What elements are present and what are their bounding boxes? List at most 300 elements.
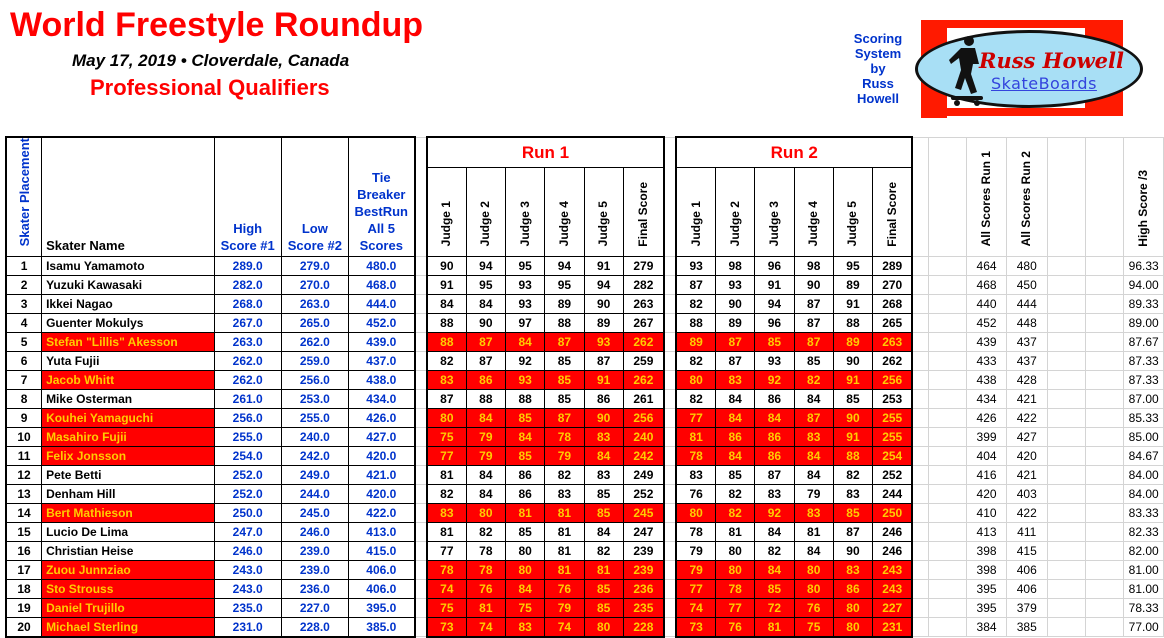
high-score-cell: 243.0 — [214, 580, 281, 599]
run1-judge-score: 85 — [505, 447, 544, 466]
run1-final-score: 245 — [623, 504, 664, 523]
run1-judge-score: 78 — [466, 561, 505, 580]
tie-breaker-cell: 444.0 — [348, 295, 414, 314]
run1-judge-score: 94 — [545, 257, 584, 276]
all-scores-run1-cell: 398 — [967, 561, 1007, 580]
run2-judge-score: 84 — [716, 447, 755, 466]
run1-judge-score: 78 — [466, 542, 505, 561]
run1-judge-score: 81 — [427, 466, 466, 485]
col-run2-final: Final Score — [873, 168, 913, 257]
run2-final-score: 243 — [873, 561, 913, 580]
placement-cell: 10 — [6, 428, 42, 447]
run2-judge-score: 82 — [716, 504, 755, 523]
run2-judge-score: 84 — [755, 561, 794, 580]
table-row — [6, 333, 1164, 352]
placement-cell: 12 — [6, 466, 42, 485]
high-score-cell: 262.0 — [214, 352, 281, 371]
run2-judge-score: 90 — [833, 352, 872, 371]
run2-final-score: 246 — [873, 542, 913, 561]
run1-final-score: 252 — [623, 485, 664, 504]
run1-judge-score: 79 — [545, 447, 584, 466]
all-scores-run1-cell: 433 — [967, 352, 1007, 371]
skater-name-cell: Michael Sterling — [42, 618, 215, 637]
high-score-cell: 261.0 — [214, 390, 281, 409]
run2-judge-score: 87 — [833, 523, 872, 542]
run2-judge-score: 83 — [716, 371, 755, 390]
table-row — [6, 409, 1164, 428]
run1-judge-score: 93 — [505, 276, 544, 295]
high-score-cell: 243.0 — [214, 561, 281, 580]
run1-judge-score: 78 — [545, 428, 584, 447]
run2-judge-score: 98 — [794, 257, 833, 276]
run1-judge-score: 95 — [466, 276, 505, 295]
run1-judge-score: 82 — [584, 542, 623, 561]
run1-judge-score: 86 — [505, 466, 544, 485]
high-score-avg-cell: 84.00 — [1124, 466, 1164, 485]
skater-name-cell: Pete Betti — [42, 466, 215, 485]
run1-judge-score: 86 — [466, 371, 505, 390]
tie-breaker-cell: 395.0 — [348, 599, 414, 618]
run1-judge-score: 84 — [427, 295, 466, 314]
tie-breaker-cell: 434.0 — [348, 390, 414, 409]
run2-judge-score: 76 — [716, 618, 755, 637]
run1-final-score: 279 — [623, 257, 664, 276]
col-low-score: Low Score #2 — [281, 137, 348, 257]
run2-judge-score: 89 — [716, 314, 755, 333]
low-score-cell: 263.0 — [281, 295, 348, 314]
table-row — [6, 523, 1164, 542]
run2-judge-score: 89 — [833, 333, 872, 352]
credit-line: by — [870, 61, 886, 76]
run2-judge-score: 82 — [676, 295, 715, 314]
table-row — [6, 314, 1164, 333]
col-run1-judge4: Judge 4 — [545, 168, 584, 257]
run2-judge-score: 93 — [676, 257, 715, 276]
skater-name-cell: Yuzuki Kawasaki — [42, 276, 215, 295]
run2-judge-score: 80 — [676, 504, 715, 523]
run2-judge-score: 82 — [794, 371, 833, 390]
run1-judge-score: 77 — [427, 447, 466, 466]
run1-judge-score: 85 — [584, 580, 623, 599]
all-scores-run2-cell: 450 — [1006, 276, 1047, 295]
low-score-cell: 236.0 — [281, 580, 348, 599]
run2-final-score: 253 — [873, 390, 913, 409]
run2-judge-score: 94 — [755, 295, 794, 314]
run1-judge-score: 85 — [584, 599, 623, 618]
run1-judge-score: 88 — [505, 390, 544, 409]
run1-judge-score: 79 — [466, 447, 505, 466]
high-score-cell: 268.0 — [214, 295, 281, 314]
table-row — [6, 276, 1164, 295]
run2-final-score: 265 — [873, 314, 913, 333]
placement-cell: 20 — [6, 618, 42, 637]
placement-cell: 5 — [6, 333, 42, 352]
all-scores-run2-cell: 427 — [1006, 428, 1047, 447]
tie-breaker-cell: 426.0 — [348, 409, 414, 428]
placement-cell: 14 — [6, 504, 42, 523]
tie-breaker-cell: 421.0 — [348, 466, 414, 485]
run1-judge-score: 88 — [545, 314, 584, 333]
high-score-cell: 246.0 — [214, 542, 281, 561]
run1-judge-score: 80 — [505, 561, 544, 580]
high-score-avg-cell: 82.00 — [1124, 542, 1164, 561]
placement-cell: 13 — [6, 485, 42, 504]
run2-judge-score: 80 — [676, 371, 715, 390]
placement-cell: 4 — [6, 314, 42, 333]
high-score-cell: 262.0 — [214, 371, 281, 390]
high-score-avg-cell: 96.33 — [1124, 257, 1164, 276]
run1-judge-score: 85 — [545, 390, 584, 409]
skater-name-cell: Masahiro Fujii — [42, 428, 215, 447]
run1-judge-score: 87 — [584, 352, 623, 371]
skater-name-cell: Isamu Yamamoto — [42, 257, 215, 276]
run1-judge-score: 77 — [427, 542, 466, 561]
run2-final-score: 250 — [873, 504, 913, 523]
run2-judge-score: 86 — [716, 428, 755, 447]
run1-final-score: 282 — [623, 276, 664, 295]
run2-judge-score: 91 — [833, 295, 872, 314]
all-scores-run2-cell: 421 — [1006, 466, 1047, 485]
low-score-cell: 270.0 — [281, 276, 348, 295]
low-score-cell: 239.0 — [281, 561, 348, 580]
run2-judge-score: 83 — [833, 561, 872, 580]
table-row — [6, 257, 1164, 276]
all-scores-run2-cell: 480 — [1006, 257, 1047, 276]
run1-judge-score: 94 — [466, 257, 505, 276]
all-scores-run1-cell: 404 — [967, 447, 1007, 466]
high-score-avg-cell: 87.67 — [1124, 333, 1164, 352]
tie-breaker-cell: 420.0 — [348, 485, 414, 504]
placement-cell: 15 — [6, 523, 42, 542]
run1-judge-score: 81 — [466, 599, 505, 618]
run1-judge-score: 85 — [545, 371, 584, 390]
brand-logo — [905, 20, 1155, 118]
tie-breaker-cell: 452.0 — [348, 314, 414, 333]
high-score-avg-cell: 84.00 — [1124, 485, 1164, 504]
run2-judge-score: 87 — [794, 295, 833, 314]
run2-judge-score: 90 — [833, 542, 872, 561]
high-score-avg-cell: 81.00 — [1124, 561, 1164, 580]
col-run2-judge1: Judge 1 — [676, 168, 715, 257]
skater-name-cell: Yuta Fujii — [42, 352, 215, 371]
high-score-cell: 267.0 — [214, 314, 281, 333]
run2-judge-score: 78 — [676, 523, 715, 542]
run2-final-score: 268 — [873, 295, 913, 314]
run1-judge-score: 83 — [427, 504, 466, 523]
tie-breaker-cell: 406.0 — [348, 580, 414, 599]
all-scores-run1-cell: 468 — [967, 276, 1007, 295]
all-scores-run2-cell: 411 — [1006, 523, 1047, 542]
col-run1-final: Final Score — [623, 168, 664, 257]
run1-judge-score: 81 — [545, 504, 584, 523]
run2-judge-score: 95 — [833, 257, 872, 276]
skater-name-cell: Daniel Trujillo — [42, 599, 215, 618]
high-score-avg-cell: 94.00 — [1124, 276, 1164, 295]
run2-judge-score: 87 — [716, 333, 755, 352]
high-score-cell: 250.0 — [214, 504, 281, 523]
table-row — [6, 599, 1164, 618]
run2-judge-score: 85 — [833, 504, 872, 523]
run2-final-score: 231 — [873, 618, 913, 637]
skater-name-cell: Jacob Whitt — [42, 371, 215, 390]
run2-judge-score: 77 — [676, 409, 715, 428]
table-row — [6, 485, 1164, 504]
col-run1-judge3: Judge 3 — [505, 168, 544, 257]
table-row — [6, 580, 1164, 599]
skater-name-cell: Sto Strouss — [42, 580, 215, 599]
run2-final-score: 262 — [873, 352, 913, 371]
run1-judge-score: 80 — [584, 618, 623, 637]
run1-judge-score: 85 — [505, 409, 544, 428]
run1-judge-score: 80 — [427, 409, 466, 428]
placement-cell: 19 — [6, 599, 42, 618]
placement-cell: 18 — [6, 580, 42, 599]
tie-breaker-cell: 439.0 — [348, 333, 414, 352]
run1-judge-score: 89 — [545, 295, 584, 314]
table-row — [6, 542, 1164, 561]
run2-judge-score: 93 — [716, 276, 755, 295]
low-score-cell: 259.0 — [281, 352, 348, 371]
run2-judge-score: 82 — [676, 390, 715, 409]
run1-final-score: 239 — [623, 542, 664, 561]
run1-judge-score: 89 — [584, 314, 623, 333]
run2-judge-score: 81 — [794, 523, 833, 542]
run1-judge-score: 84 — [466, 466, 505, 485]
run1-judge-score: 83 — [584, 466, 623, 485]
run2-judge-score: 89 — [833, 276, 872, 295]
low-score-cell: 246.0 — [281, 523, 348, 542]
run2-final-score: 256 — [873, 371, 913, 390]
high-score-cell: 255.0 — [214, 428, 281, 447]
skater-name-cell: Kouhei Yamaguchi — [42, 409, 215, 428]
run1-judge-score: 93 — [505, 371, 544, 390]
run1-final-score: 247 — [623, 523, 664, 542]
low-score-cell: 249.0 — [281, 466, 348, 485]
all-scores-run1-cell: 420 — [967, 485, 1007, 504]
all-scores-run1-cell: 410 — [967, 504, 1007, 523]
run1-judge-score: 84 — [584, 523, 623, 542]
all-scores-run1-cell: 464 — [967, 257, 1007, 276]
all-scores-run2-cell: 385 — [1006, 618, 1047, 637]
run2-judge-score: 90 — [794, 276, 833, 295]
high-score-avg-cell: 87.33 — [1124, 371, 1164, 390]
col-run2-judge3: Judge 3 — [755, 168, 794, 257]
all-scores-run1-cell: 395 — [967, 599, 1007, 618]
run2-judge-score: 85 — [833, 390, 872, 409]
low-score-cell: 239.0 — [281, 542, 348, 561]
run1-judge-score: 75 — [427, 599, 466, 618]
run2-judge-score: 83 — [794, 428, 833, 447]
run1-judge-score: 82 — [427, 485, 466, 504]
run1-judge-score: 87 — [545, 409, 584, 428]
run2-judge-score: 85 — [716, 466, 755, 485]
all-scores-run2-cell: 444 — [1006, 295, 1047, 314]
all-scores-run2-cell: 422 — [1006, 504, 1047, 523]
run1-judge-score: 92 — [505, 352, 544, 371]
all-scores-run1-cell: 439 — [967, 333, 1007, 352]
all-scores-run2-cell: 421 — [1006, 390, 1047, 409]
col-run2-judge5: Judge 5 — [833, 168, 872, 257]
run2-judge-score: 96 — [755, 314, 794, 333]
all-scores-run2-cell: 428 — [1006, 371, 1047, 390]
division-heading: Professional Qualifiers — [90, 75, 330, 100]
high-score-cell: 263.0 — [214, 333, 281, 352]
all-scores-run1-cell: 395 — [967, 580, 1007, 599]
run2-final-score: 246 — [873, 523, 913, 542]
run1-judge-score: 80 — [466, 504, 505, 523]
run2-judge-score: 82 — [676, 352, 715, 371]
tie-breaker-cell: 437.0 — [348, 352, 414, 371]
run1-judge-score: 84 — [466, 485, 505, 504]
placement-cell: 7 — [6, 371, 42, 390]
high-score-avg-cell: 87.33 — [1124, 352, 1164, 371]
placement-cell: 8 — [6, 390, 42, 409]
table-row — [6, 618, 1164, 637]
run1-judge-score: 84 — [466, 295, 505, 314]
table-row — [6, 352, 1164, 371]
run2-judge-score: 76 — [676, 485, 715, 504]
run1-final-score: 263 — [623, 295, 664, 314]
run1-judge-score: 84 — [466, 409, 505, 428]
run2-judge-score: 81 — [755, 618, 794, 637]
placement-cell: 2 — [6, 276, 42, 295]
col-all-scores-run2: All Scores Run 2 — [1006, 137, 1047, 257]
high-score-cell: 252.0 — [214, 485, 281, 504]
all-scores-run2-cell: 406 — [1006, 561, 1047, 580]
run2-judge-score: 91 — [755, 276, 794, 295]
run1-judge-score: 79 — [466, 428, 505, 447]
run1-judge-score: 82 — [466, 523, 505, 542]
low-score-cell: 240.0 — [281, 428, 348, 447]
credit-line: Scoring — [853, 31, 903, 46]
placement-cell: 11 — [6, 447, 42, 466]
skater-name-cell: Guenter Mokulys — [42, 314, 215, 333]
col-run2-judge4: Judge 4 — [794, 168, 833, 257]
run1-judge-score: 87 — [466, 333, 505, 352]
all-scores-run2-cell: 379 — [1006, 599, 1047, 618]
low-score-cell: 255.0 — [281, 409, 348, 428]
run1-final-score: 267 — [623, 314, 664, 333]
all-scores-run2-cell: 437 — [1006, 352, 1047, 371]
tie-breaker-cell: 422.0 — [348, 504, 414, 523]
skater-name-cell: Felix Jonsson — [42, 447, 215, 466]
all-scores-run2-cell: 437 — [1006, 333, 1047, 352]
run2-judge-score: 84 — [794, 390, 833, 409]
run1-final-score: 249 — [623, 466, 664, 485]
skater-name-cell: Zuou Junnziao — [42, 561, 215, 580]
run1-judge-score: 90 — [427, 257, 466, 276]
run2-final-score: 227 — [873, 599, 913, 618]
run1-final-score: 262 — [623, 371, 664, 390]
run2-judge-score: 84 — [794, 447, 833, 466]
run2-judge-score: 86 — [833, 580, 872, 599]
run1-judge-score: 74 — [545, 618, 584, 637]
run1-judge-score: 93 — [584, 333, 623, 352]
skater-name-cell: Stefan "Lillis" Akesson — [42, 333, 215, 352]
run1-judge-score: 91 — [584, 257, 623, 276]
run2-judge-score: 91 — [833, 428, 872, 447]
run2-judge-score: 72 — [755, 599, 794, 618]
col-run1-judge2: Judge 2 — [466, 168, 505, 257]
high-score-cell: 256.0 — [214, 409, 281, 428]
logo-text-secondary: SkateBoards — [991, 74, 1097, 93]
high-score-avg-cell: 89.00 — [1124, 314, 1164, 333]
run1-final-score: 236 — [623, 580, 664, 599]
skater-name-cell: Ikkei Nagao — [42, 295, 215, 314]
run2-judge-score: 92 — [755, 504, 794, 523]
run2-judge-score: 93 — [755, 352, 794, 371]
run1-judge-score: 94 — [584, 276, 623, 295]
table-row — [6, 390, 1164, 409]
all-scores-run1-cell: 426 — [967, 409, 1007, 428]
all-scores-run1-cell: 440 — [967, 295, 1007, 314]
run1-judge-score: 82 — [427, 352, 466, 371]
run2-judge-score: 96 — [755, 257, 794, 276]
run2-judge-score: 84 — [716, 409, 755, 428]
run2-judge-score: 79 — [676, 561, 715, 580]
high-score-avg-cell: 82.33 — [1124, 523, 1164, 542]
run1-judge-score: 87 — [466, 352, 505, 371]
run2-judge-score: 83 — [676, 466, 715, 485]
run2-judge-score: 87 — [755, 466, 794, 485]
tie-breaker-cell: 406.0 — [348, 561, 414, 580]
table-row — [6, 371, 1164, 390]
placement-cell: 17 — [6, 561, 42, 580]
run2-judge-score: 80 — [833, 599, 872, 618]
tie-breaker-cell: 480.0 — [348, 257, 414, 276]
all-scores-run2-cell: 448 — [1006, 314, 1047, 333]
low-score-cell: 279.0 — [281, 257, 348, 276]
run2-judge-score: 73 — [676, 618, 715, 637]
low-score-cell: 228.0 — [281, 618, 348, 637]
run1-judge-score: 84 — [505, 428, 544, 447]
low-score-cell: 265.0 — [281, 314, 348, 333]
high-score-avg-cell: 78.33 — [1124, 599, 1164, 618]
table-row — [6, 466, 1164, 485]
placement-cell: 3 — [6, 295, 42, 314]
run2-judge-score: 87 — [794, 333, 833, 352]
high-score-avg-cell: 77.00 — [1124, 618, 1164, 637]
run1-judge-score: 81 — [545, 542, 584, 561]
run2-final-score: 254 — [873, 447, 913, 466]
run1-judge-score: 83 — [427, 371, 466, 390]
run2-final-score: 244 — [873, 485, 913, 504]
run2-judge-score: 86 — [755, 390, 794, 409]
run1-judge-score: 81 — [584, 561, 623, 580]
run2-judge-score: 86 — [755, 447, 794, 466]
run2-judge-score: 89 — [676, 333, 715, 352]
tie-breaker-cell: 438.0 — [348, 371, 414, 390]
run1-judge-score: 90 — [584, 295, 623, 314]
low-score-cell: 245.0 — [281, 504, 348, 523]
run2-judge-score: 81 — [676, 428, 715, 447]
run2-judge-score: 80 — [794, 580, 833, 599]
run1-final-score: 261 — [623, 390, 664, 409]
run2-judge-score: 76 — [794, 599, 833, 618]
run2-judge-score: 98 — [716, 257, 755, 276]
run2-judge-score: 84 — [794, 466, 833, 485]
run2-judge-score: 83 — [755, 485, 794, 504]
run1-judge-score: 85 — [545, 352, 584, 371]
run1-judge-score: 75 — [427, 428, 466, 447]
run2-final-score: 255 — [873, 428, 913, 447]
run1-judge-score: 81 — [505, 504, 544, 523]
run2-final-score: 255 — [873, 409, 913, 428]
run2-judge-score: 84 — [794, 542, 833, 561]
run2-judge-score: 87 — [676, 276, 715, 295]
run1-judge-score: 81 — [427, 523, 466, 542]
table-row — [6, 504, 1164, 523]
